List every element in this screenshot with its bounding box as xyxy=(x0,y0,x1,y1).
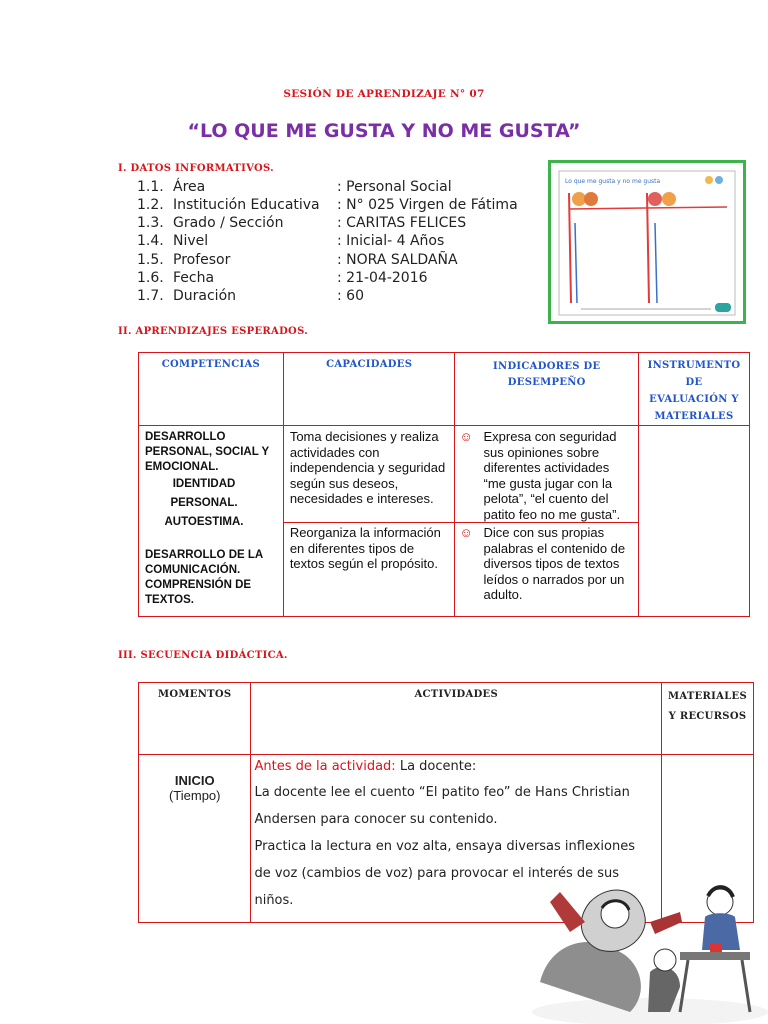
table-header-row xyxy=(139,683,754,755)
actividad-intro xyxy=(254,755,657,779)
worksheet-illustration xyxy=(551,163,743,321)
capacidad-1: Toma decisiones y realiza actividades con independencia y seguridad según sus deseos, necesidades e intereses. xyxy=(289,429,446,506)
actividad-line: Practica la lectura en voz alta, ensaya diversas inflexiones xyxy=(254,839,636,854)
header-instrumento: INSTRUMENTO DE EVALUACIÓN Y MATERIALES xyxy=(647,360,741,422)
smile-icon: ☺ xyxy=(459,429,473,444)
main-title: “LO QUE ME GUSTA Y NO ME GUSTA” xyxy=(187,120,581,142)
header-actividades: ACTIVIDADES xyxy=(414,689,498,700)
actividad-line: Andersen para conocer su contenido. xyxy=(254,812,498,827)
worksheet-image xyxy=(548,160,746,324)
capacidad-2: Reorganiza la información en diferentes tipos de textos según el propósito. xyxy=(289,525,441,571)
section2-heading: II. APRENDIZAJES ESPERADOS. xyxy=(118,326,309,337)
session-title: SESIÓN DE APRENDIZAJE N° 07 xyxy=(283,88,485,100)
indicador-2: Dice con sus propias palabras el contenido de diversos tipos de textos leídos o narrados por un adulto. xyxy=(483,525,626,602)
competencia-1: DESARROLLO PERSONAL, SOCIAL Y EMOCIONAL. xyxy=(145,431,269,473)
section3-heading: III. SECUENCIA DIDÁCTICA. xyxy=(118,650,288,661)
actividad-line: La docente lee el cuento “El patito feo” de Hans Christian xyxy=(254,785,630,800)
actividad-line: niños. xyxy=(254,893,294,908)
competencia-2: DESARROLLO DE LA COMUNICACIÓN. COMPRENSIÓN DE TEXTOS. xyxy=(145,549,263,606)
antes-label: Antes de la actividad: xyxy=(254,759,396,774)
header-competencias: COMPETENCIAS xyxy=(161,359,261,370)
worksheet-title: Lo que me gusta y no me gusta xyxy=(565,178,661,185)
antes-rest: La docente: xyxy=(395,759,477,774)
section1-heading: I. DATOS INFORMATIVOS. xyxy=(118,163,274,174)
inicio-label: INICIO xyxy=(174,773,215,788)
header-capacidades: CAPACIDADES xyxy=(326,359,413,370)
table-header-row xyxy=(139,353,750,426)
aprendizajes-table xyxy=(138,352,750,617)
inicio-sub: (Tiempo) xyxy=(168,788,221,803)
table-row xyxy=(139,426,750,523)
smile-icon: ☺ xyxy=(459,525,473,540)
header-materiales: MATERIALES Y RECURSOS xyxy=(668,691,747,722)
indicador-1: Expresa con seguridad sus opiniones sobre diferentes actividades “me gusta jugar con la pelota”, “el cuento del patito feo no me gusta”. xyxy=(483,429,621,522)
header-indicadores: INDICADORES DE DESEMPEÑO xyxy=(493,361,601,388)
header-momentos: MOMENTOS xyxy=(158,689,232,700)
children-illustration xyxy=(530,862,768,1024)
competencia-1-sub: IDENTIDAD PERSONAL. AUTOESTIMA. xyxy=(164,478,244,528)
actividad-line: de voz (cambios de voz) para provocar el interés de sus xyxy=(254,866,620,881)
